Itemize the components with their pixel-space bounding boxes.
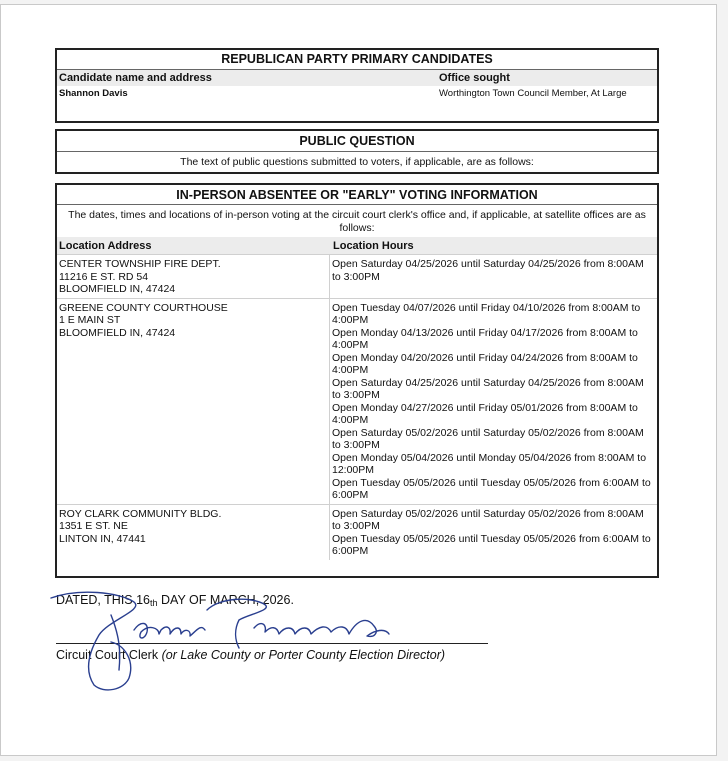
location-row [57, 504, 657, 560]
location-hours-header: Location Hours [333, 240, 414, 252]
hours-entry: Open Monday 05/04/2026 until Monday 05/04/2026 from 8:00AM to 12:00PM [332, 451, 647, 476]
clerk-prefix: Circuit Court Clerk [56, 648, 162, 662]
candidate-office: Worthington Town Council Member, At Large [439, 88, 627, 99]
address-line: GREENE COUNTY COURTHOUSE [59, 301, 228, 314]
early-voting-box [55, 183, 659, 578]
dated-ordinal-suffix: th [150, 598, 158, 608]
hours-entry: Open Saturday 05/02/2026 until Saturday 05/02/2026 from 8:00AM to 3:00PM [332, 507, 644, 532]
address-line: ROY CLARK COMMUNITY BLDG. [59, 507, 222, 520]
hours-entry: Open Tuesday 05/05/2026 until Tuesday 05/05/2026 from 6:00AM to 6:00PM [332, 532, 651, 557]
location-address-header: Location Address [59, 240, 152, 252]
republican-candidates-box [55, 48, 659, 123]
hours-entry: Open Saturday 05/02/2026 until Saturday 05/02/2026 from 8:00AM to 3:00PM [332, 426, 644, 451]
candidate-row [57, 86, 657, 104]
public-question-box [55, 129, 659, 174]
hours-entry: Open Saturday 04/25/2026 until Saturday 04/25/2026 from 8:00AM to 3:00PM [332, 376, 644, 401]
address-line: BLOOMFIELD IN, 47424 [59, 283, 176, 295]
public-question-title: PUBLIC QUESTION [57, 131, 657, 152]
document-page [0, 4, 717, 756]
hours-entry: Open Saturday 04/25/2026 until Saturday 04/25/2026 from 8:00AM to 3:00PM [332, 258, 644, 283]
location-address [57, 505, 329, 560]
location-address [57, 255, 329, 298]
hours-entry: Open Tuesday 05/05/2026 until Tuesday 05/05/2026 from 6:00AM to 6:00PM [332, 476, 651, 501]
address-line: 1351 E ST. NE [59, 520, 128, 532]
location-row [57, 254, 657, 298]
location-hours [329, 255, 657, 298]
candidate-name: Shannon Davis [59, 88, 128, 99]
early-voting-intro: The dates, times and locations of in-person voting at the circuit court clerk's office and, if applicable, at satellite offices are as follows: [68, 209, 646, 234]
location-hours [329, 299, 657, 504]
dated-prefix: DATED, THIS 16 [56, 593, 151, 607]
early-voting-title: IN-PERSON ABSENTEE OR "EARLY" VOTING INFORMATION [57, 185, 657, 205]
address-line: BLOOMFIELD IN, 47424 [59, 326, 176, 339]
address-line: 11216 E ST. RD 54 [59, 270, 149, 283]
hours-entry: Open Monday 04/13/2026 until Friday 04/17/2026 from 8:00AM to 4:00PM [332, 326, 638, 351]
address-line: 1 E MAIN ST [59, 314, 121, 326]
hours-entry: Open Tuesday 04/07/2026 until Friday 04/10/2026 from 8:00AM to 4:00PM [332, 301, 641, 326]
location-hours [329, 505, 657, 560]
hours-entry: Open Monday 04/27/2026 until Friday 05/01/2026 from 8:00AM to 4:00PM [332, 401, 638, 426]
candidate-table-header [57, 70, 657, 86]
public-question-text: The text of public questions submitted to voters, if applicable, are as follows: [180, 156, 534, 168]
office-column-header: Office sought [439, 72, 510, 84]
dated-rest: DAY OF MARCH, 2026. [157, 593, 294, 607]
clerk-alternative: (or Lake County or Porter County Election Director) [161, 648, 446, 662]
location-table-header [57, 237, 657, 254]
republican-title: REPUBLICAN PARTY PRIMARY CANDIDATES [57, 50, 657, 70]
location-address [57, 299, 329, 504]
address-line: CENTER TOWNSHIP FIRE DEPT. [59, 258, 221, 270]
location-row [57, 298, 657, 504]
handwritten-signature [49, 590, 399, 695]
candidate-column-header: Candidate name and address [59, 72, 212, 84]
hours-entry: Open Monday 04/20/2026 until Friday 04/24/2026 from 8:00AM to 4:00PM [332, 351, 638, 376]
address-line: LINTON IN, 47441 [59, 532, 146, 545]
